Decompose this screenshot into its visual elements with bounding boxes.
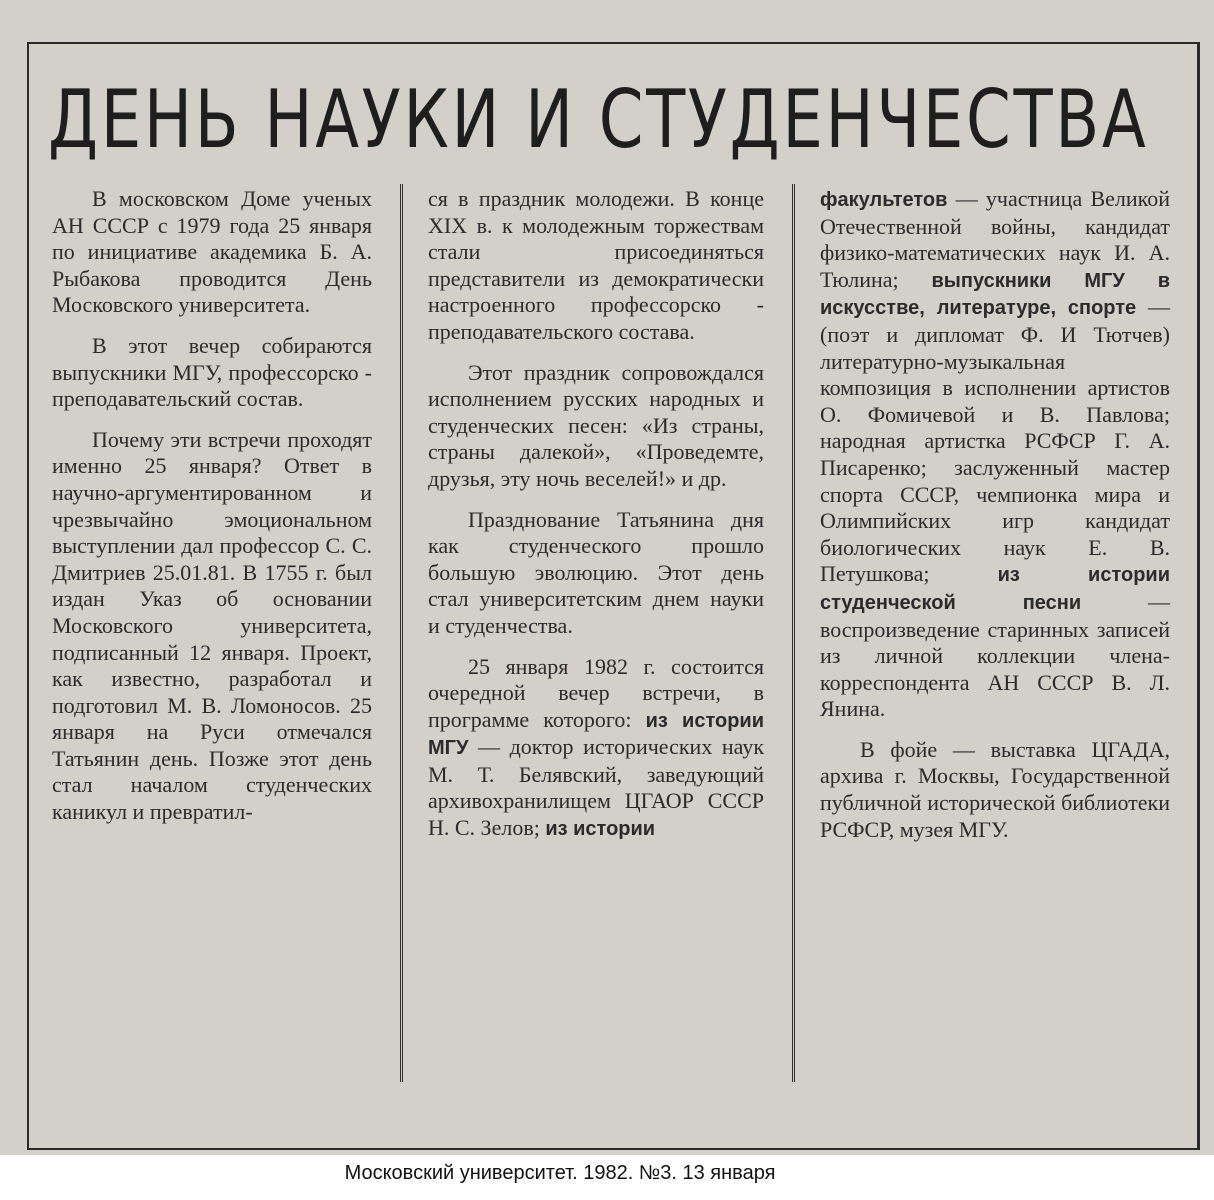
- source-caption: Московский университет. 1982. №3. 13 января: [344, 1162, 776, 1184]
- program-item-history-mgu: из истории МГУ: [428, 709, 764, 760]
- column-rule-right: [792, 184, 795, 1082]
- article-column-3: [820, 186, 1170, 843]
- program-item-alumni-arts-text: — (поэт и дипломат Ф. И Тютчев) литературно-музыкальная композиция в исполнении артистов О. Фомичевой и В. Павлова; народная артистка РСФСР Г. А. Писаренко; заслуженный мастер спорта СССР, чемпионка мира и Олимпийских игр кандидат биологических наук Е. В. Петушкова;: [820, 294, 1170, 587]
- column-2-paragraph-3: Празднование Татьянина дня как студенческого прошло большую эволюцию. Этот день стал университетским днем науки и студенчества.: [428, 506, 764, 638]
- column-1-paragraph-3: Почему эти встречи проходят именно 25 января? Ответ в научно-аргументированном и чрезвычайно эмоциональном выступлении дал профессор С. С. Дмитриев 25.01.81. В 1755 г. был издан Указ об основании Московского университета, подписанный 12 января. Проект, как известно, разработал и подготовил М. В. Ломоносов. 25 января на Руси отмечался Татьянин день. Позже этот день стал началом студенческих каникул и превратил-: [52, 426, 372, 825]
- column-2-paragraph-1: ся в праздник молодежи. В конце XIX в. к молодежным торжествам стали присоединяться представители из демократически настроенного профессорско - преподавательского состава.: [428, 186, 764, 344]
- column-3-paragraph-1: [820, 186, 1170, 723]
- article-column-2: [428, 186, 764, 843]
- column-1-paragraph-2: В этот вечер собираются выпускники МГУ, профессорско - преподавательский состав.: [52, 332, 372, 412]
- program-item-alumni-arts: выпускники МГУ в искусстве, литературе, спорте: [820, 269, 1170, 320]
- program-item-faculties-text: — участница Великой Отечественной войны, кандидат физико-математических наук И. А. Тюлина;: [820, 186, 1171, 292]
- program-item-student-song: из истории студенческой песни: [820, 564, 1171, 614]
- column-2-paragraph-2: Этот праздник сопровождался исполнением русских народных и студенческих песен: «Из страны, страны далекой», «Проведемте, друзья, эту ночь веселей!» и др.: [428, 359, 764, 491]
- column-rule-left: [400, 184, 403, 1082]
- article-headline: ДЕНЬ НАУКИ И СТУДЕНЧЕСТВА: [48, 73, 1149, 166]
- column-1-paragraph-1: В московском Доме ученых АН СССР с 1979 года 25 января по инициативе академика Б. А. Рыбакова проводится День Московского университета.: [52, 186, 372, 318]
- program-intro: 25 января 1982 г. состоится очередной вечер встречи, в программе которого:: [428, 653, 764, 732]
- program-item-student-song-text: — воспроизведение старинных записей из личной коллекции члена-корреспондента АН СССР В. Л. Янина.: [820, 588, 1170, 722]
- column-3-paragraph-2: В фойе — выставка ЦГАДА, архива г. Москвы, Государственной публичной исторической библиотеки РСФСР, музея МГУ.: [820, 736, 1170, 842]
- article-column-1: [52, 186, 372, 826]
- program-item-history-mgu-text: — доктор исторических наук М. Т. Белявский, заведующий архивохранилищем ЦГАОР СССР Н. С. Зелов;: [428, 734, 765, 841]
- program-item-faculties-heading: из истории: [545, 818, 656, 841]
- column-2-paragraph-4: [428, 654, 764, 843]
- program-item-faculties-heading-cont: факультетов: [820, 189, 948, 211]
